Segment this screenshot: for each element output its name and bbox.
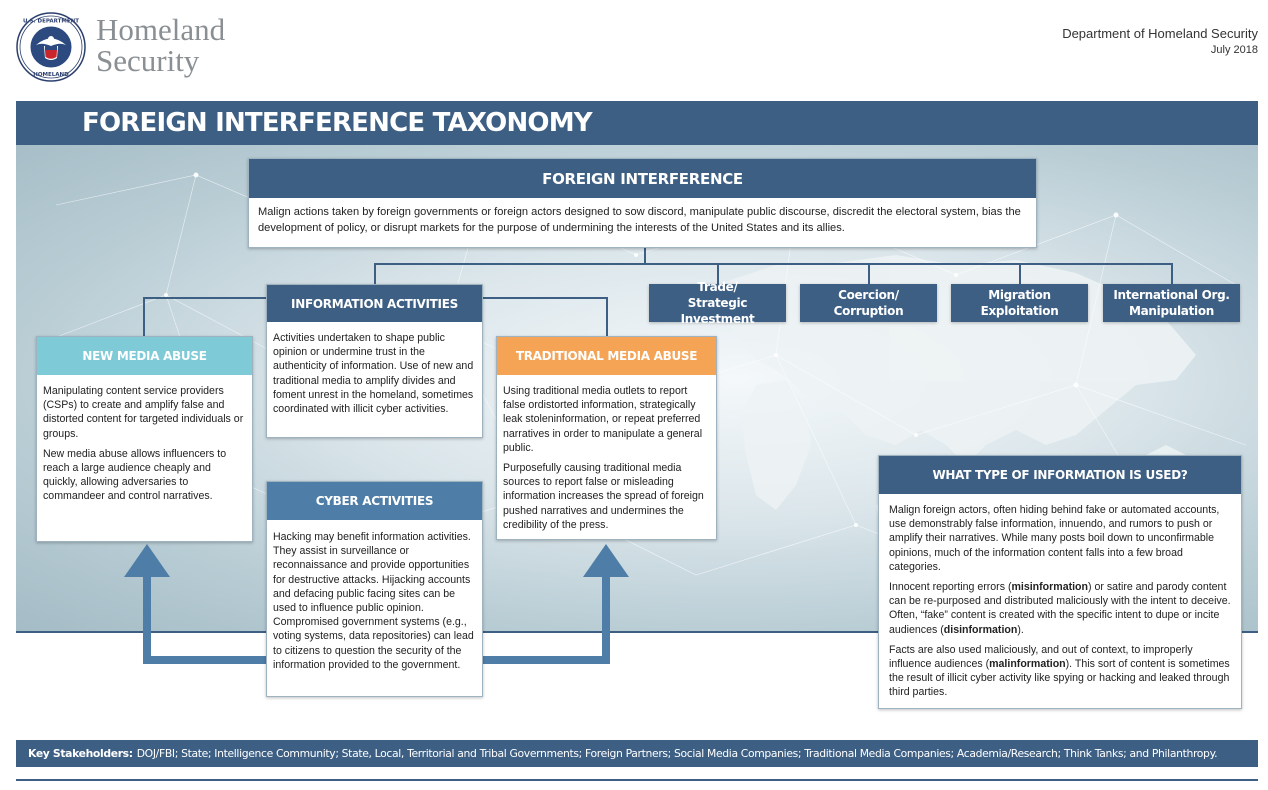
term-disinformation: disinformation [943,623,1018,636]
information-types-p3: Facts are also used maliciously, and out of context, to improperly influence audiences (malinformation). This sort of content is sometimes the result of illicit cyber activity like spying or hacking and leaked through third parties. [889,643,1230,699]
connector-new-media [143,297,145,337]
information-types-body [879,494,1241,700]
foreign-interference-box [248,158,1037,248]
information-types-p2: Innocent reporting errors (misinformation) or satire and parody content can be re-purposed and distributed maliciously with the intent to deceive. Often, “fake” content is created with the specific intent to dupe or incite audiences (disinformation). [889,581,1231,636]
key-stakeholders-list: DOJ/FBI; State; Intelligence Community; State, Local, Territorial and Tribal Governments; Foreign Partners; Social Media Companies; Traditional Media Companies; Academia/Research; Think Tanks; and Philanthropy. [136,747,1218,760]
connector-top-bar [374,263,1172,265]
category-international-org-manipulation: International Org. Manipulation [1103,284,1240,322]
key-stakeholders-label: Key Stakeholders: [28,747,133,760]
category-trade-strategic-investment: Trade/ Strategic Investment [649,284,786,322]
new-media-abuse-box [36,336,253,542]
term-misinformation: misinformation [1011,581,1088,594]
new-media-abuse-body [37,375,252,504]
information-activities-title: INFORMATION ACTIVITIES [267,285,482,322]
connector-intl-org [1171,263,1173,285]
department-name: Department of Homeland Security [1062,26,1258,41]
cyber-activities-box [266,481,483,697]
publication-date: July 2018 [1210,44,1258,56]
brand-line2: Security [96,43,200,78]
information-types-p1: Malign foreign actors, often hiding behind fake or automated accounts, use demonstrably false information, innuendo, and rumors to push or amplify their narratives. While many posts boil down to unconfirmable opinions, much of the information content falls into a few broad categories. [889,504,1220,573]
traditional-media-abuse-p1: Using traditional media outlets to report false ordistorted information, strategically leak stoleninformation, or repeat preferred narratives in order to manipulate a general public. [503,385,703,454]
page-title: FOREIGN INTERFERENCE TAXONOMY [82,108,592,138]
information-activities-box [266,284,483,438]
foreign-interference-title: FOREIGN INTERFERENCE [249,159,1036,198]
brand-wordmark [96,14,225,76]
connector-info-activities [374,263,376,285]
brand-line1: Homeland [96,12,226,47]
svg-text:U.S. DEPARTMENT: U.S. DEPARTMENT [23,18,79,25]
connector-root-stem [644,248,646,264]
key-stakeholders-bar [16,740,1258,767]
new-media-abuse-title: NEW MEDIA ABUSE [37,337,252,375]
cyber-activities-description: Hacking may benefit information activities. They assist in surveillance or reconnaissance and provide opportunities for destructive attacks. Hijacking accounts and defacing public facing sites can be used to influence public opinion. Compromised government systems (e.g., voting systems, data repositories) can lead to citizens to question the security of the information provided to the government. [273,531,474,671]
traditional-media-abuse-body [497,375,716,532]
traditional-media-abuse-title: TRADITIONAL MEDIA ABUSE [497,337,716,375]
connector-coercion [868,263,870,285]
dhs-seal-icon [16,12,86,82]
category-coercion-corruption: Coercion/ Corruption [800,284,937,322]
traditional-media-abuse-p2: Purposefully causing traditional media sources to report false or misleading information increases the spread of foreign pushed narratives and undermines the credibility of the press. [503,462,704,531]
category-migration-exploitation: Migration Exploitation [951,284,1088,322]
footer-rule [16,779,1258,781]
new-media-abuse-p1: Manipulating content service providers (CSPs) to create and amplify false and distorted content for targeted individuals or groups. [43,385,244,440]
new-media-abuse-p2: New media abuse allows influencers to reach a large audience cheaply and quickly, allowing adversaries to commandeer and control narratives. [43,447,227,503]
connector-migration [1019,263,1021,285]
department-info [1062,26,1258,58]
information-types-box [878,455,1242,709]
traditional-media-abuse-box [496,336,717,540]
information-types-title: WHAT TYPE OF INFORMATION IS USED? [879,456,1241,494]
foreign-interference-description: Malign actions taken by foreign governments or foreign actors designed to sow discord, manipulate public discourse, discredit the electoral system, bias the development of policy, or disrupt markets for the purpose of undermining the interests of the United States and its allies. [258,206,1021,234]
information-activities-description: Activities undertaken to shape public opinion or undermine trust in the authenticity of information. Use of new and traditional media to amplify divides and foment unrest in the homeland, sometimes coordinated with illicit cyber activities. [273,332,474,416]
cyber-activities-title: CYBER ACTIVITIES [267,482,482,520]
svg-text:HOMELAND: HOMELAND [33,72,69,78]
connector-traditional-media [606,297,608,337]
term-malinformation: malinformation [989,658,1066,671]
